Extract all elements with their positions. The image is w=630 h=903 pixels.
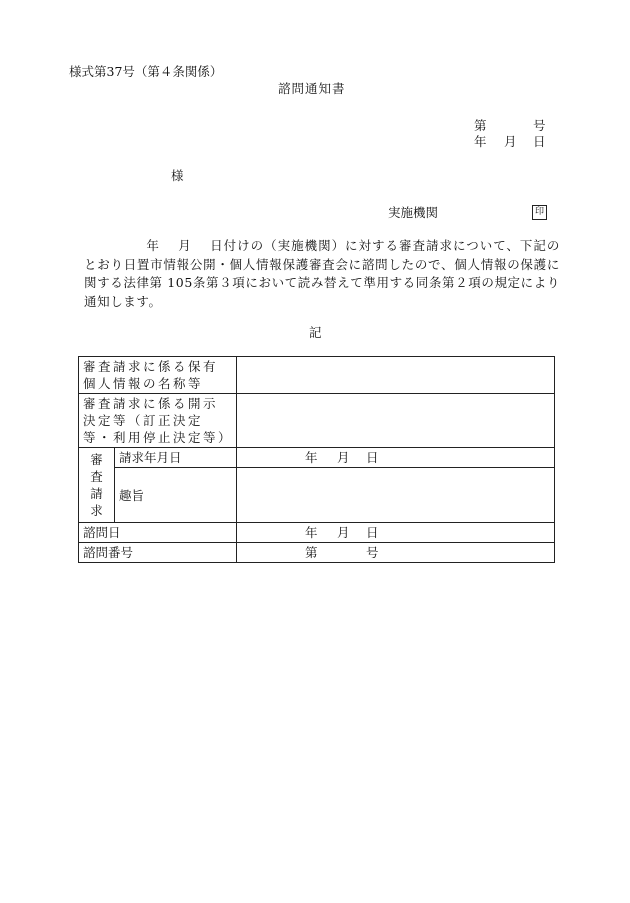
date-month: 月 [504,134,517,149]
document-title: 諮問通知書 [278,81,346,96]
vertical-char: 請 [90,486,103,501]
body-text: 日付けの（実施機関）に対する審査請求について、下記のとおり日置市情報公開・個人情報保護審査会に諮問したので、個人情報の保護に関する法律第 105条第３項において読み替えて準用する同条第２項の規定により通知します。 [84,238,560,309]
disclosure-decision-label: 審査請求に係る開示決定等（訂正決定等・利用停止決定等） [79,394,237,448]
date-day: 日 [366,450,379,465]
vertical-char: 審 [90,452,103,467]
inquiry-date-value [237,523,555,543]
table-row [79,468,555,523]
date-year: 年 [474,134,487,149]
ki-heading: 記 [309,325,322,340]
notice-body [84,237,560,311]
inquiry-table [78,356,555,563]
addressee-honorific: 様 [171,168,184,183]
request-date-value [237,448,555,468]
date-day: 日 [366,525,379,540]
table-row [79,394,555,448]
date-month: 月 [337,525,350,540]
inquiry-number-label: 諮問番号 [79,543,237,563]
inquiry-number-value [237,543,555,563]
purpose-label: 趣旨 [115,468,237,523]
table-row [79,523,555,543]
retained-info-name-label: 審査請求に係る保有個人情報の名称等 [79,357,237,394]
body-date-year: 年 [146,238,160,253]
number-prefix: 第 [305,545,318,560]
body-date-month: 月 [177,238,192,253]
vertical-char: 査 [90,469,103,484]
document-number-label: 第 [474,118,487,133]
table-row [79,357,555,394]
date-day: 日 [533,134,546,149]
purpose-value [237,468,555,523]
retained-info-name-value [237,357,555,394]
sender-agency: 実施機関 [388,205,439,220]
number-suffix: 号 [366,545,379,560]
vertical-char: 求 [90,503,103,518]
seal-mark: 印 [532,205,547,220]
table-row [79,448,555,468]
document-number-suffix: 号 [533,118,546,133]
inquiry-date-label: 諮問日 [79,523,237,543]
date-month: 月 [337,450,350,465]
form-number: 様式第37号（第４条関係） [69,64,223,79]
disclosure-decision-value [237,394,555,448]
date-year: 年 [305,525,318,540]
table-row [79,543,555,563]
date-year: 年 [305,450,318,465]
shinsa-seikyu-group-label [79,448,115,523]
document-date [474,134,546,150]
request-date-label: 請求年月日 [115,448,237,468]
